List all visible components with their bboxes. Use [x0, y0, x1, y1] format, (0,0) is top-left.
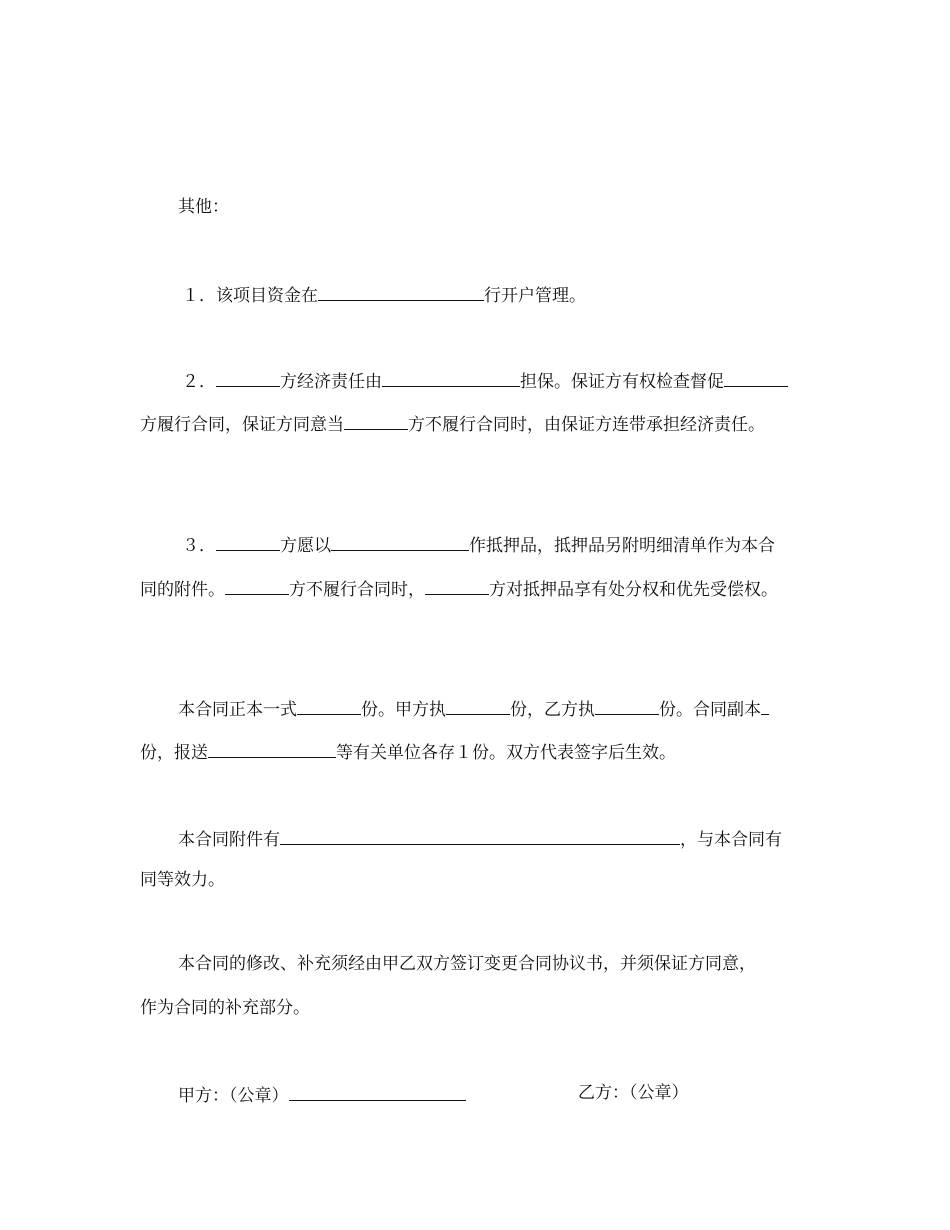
- clause-3-text-b: 作抵押品，抵押品另附明细清单作为本合: [469, 536, 775, 556]
- copies-text-d: 份。合同副本: [659, 700, 761, 720]
- clause-2-text-d: 方不履行合同时，由保证方连带承担经济责任。: [408, 415, 765, 435]
- clause-3-number: ３．: [182, 536, 216, 556]
- clause-1-line: [182, 282, 586, 307]
- collateral-blank[interactable]: [331, 532, 469, 551]
- copies-text-a: 本合同正本一式: [178, 700, 297, 720]
- default-party-blank[interactable]: [225, 576, 289, 595]
- copies-line-2: [140, 739, 676, 764]
- original-count-blank[interactable]: [297, 696, 361, 715]
- copies-text-c: 份，乙方执: [510, 700, 595, 720]
- amendment-line-1: 本合同的修改、补充须经由甲乙双方签订变更合同协议书，并须保证方同意，: [178, 954, 756, 974]
- clause-2-number: ２．: [182, 372, 216, 392]
- clause-3-text-a: 方愿以: [280, 536, 331, 556]
- bank-blank[interactable]: [318, 282, 484, 301]
- recipient-blank[interactable]: [208, 739, 336, 758]
- clause-1-number: １．: [182, 286, 216, 306]
- guarantor-blank[interactable]: [382, 368, 520, 387]
- clause-1-text-a: 该项目资金在: [216, 286, 318, 306]
- attachments-text-a: 本合同附件有: [178, 830, 280, 850]
- clause-2-text-b: 担保。保证方有权检查督促: [520, 372, 724, 392]
- attachments-text-b: ，与本合同有: [680, 830, 782, 850]
- party-a-count-blank[interactable]: [446, 696, 510, 715]
- clause-2-line-1: [182, 368, 788, 393]
- party-a-signature-blank[interactable]: [289, 1082, 466, 1101]
- defaulting-party-blank[interactable]: [344, 411, 408, 430]
- pledging-party-blank[interactable]: [216, 532, 280, 551]
- responsible-party-blank[interactable]: [216, 368, 280, 387]
- copies-text-b: 份。甲方执: [361, 700, 446, 720]
- section-heading: 其他：: [178, 197, 229, 217]
- attachments-line-2: 同等效力。: [140, 870, 225, 890]
- clause-3-text-d: 方不履行合同时，: [289, 580, 425, 600]
- clause-2-text-c: 方履行合同，保证方同意当: [140, 415, 344, 435]
- copies-text-e: 份，报送: [140, 743, 208, 763]
- clause-3-line-2: [140, 576, 778, 601]
- copies-text-f: 等有关单位各存１份。双方代表签字后生效。: [336, 743, 676, 763]
- party-b-label: 乙方：（公章）: [578, 1083, 689, 1103]
- party-a-label: 甲方：（公章）: [178, 1086, 289, 1106]
- duplicate-count-blank[interactable]: [761, 696, 769, 715]
- party-a-signature-line: [178, 1082, 466, 1107]
- clause-3-text-e: 方对抵押品享有处分权和优先受偿权。: [489, 580, 778, 600]
- supervised-party-blank[interactable]: [724, 368, 788, 387]
- clause-3-text-c: 同的附件。: [140, 580, 225, 600]
- rights-party-blank[interactable]: [425, 576, 489, 595]
- attachments-blank[interactable]: [280, 826, 680, 845]
- clause-1-text-b: 行开户管理。: [484, 286, 586, 306]
- clause-2-text-a: 方经济责任由: [280, 372, 382, 392]
- amendment-line-2: 作为合同的补充部分。: [140, 998, 310, 1018]
- clause-3-line-1: [182, 532, 775, 557]
- clause-2-line-2: [140, 411, 765, 436]
- attachments-line-1: [178, 826, 782, 851]
- party-b-count-blank[interactable]: [595, 696, 659, 715]
- copies-line-1: [178, 696, 769, 721]
